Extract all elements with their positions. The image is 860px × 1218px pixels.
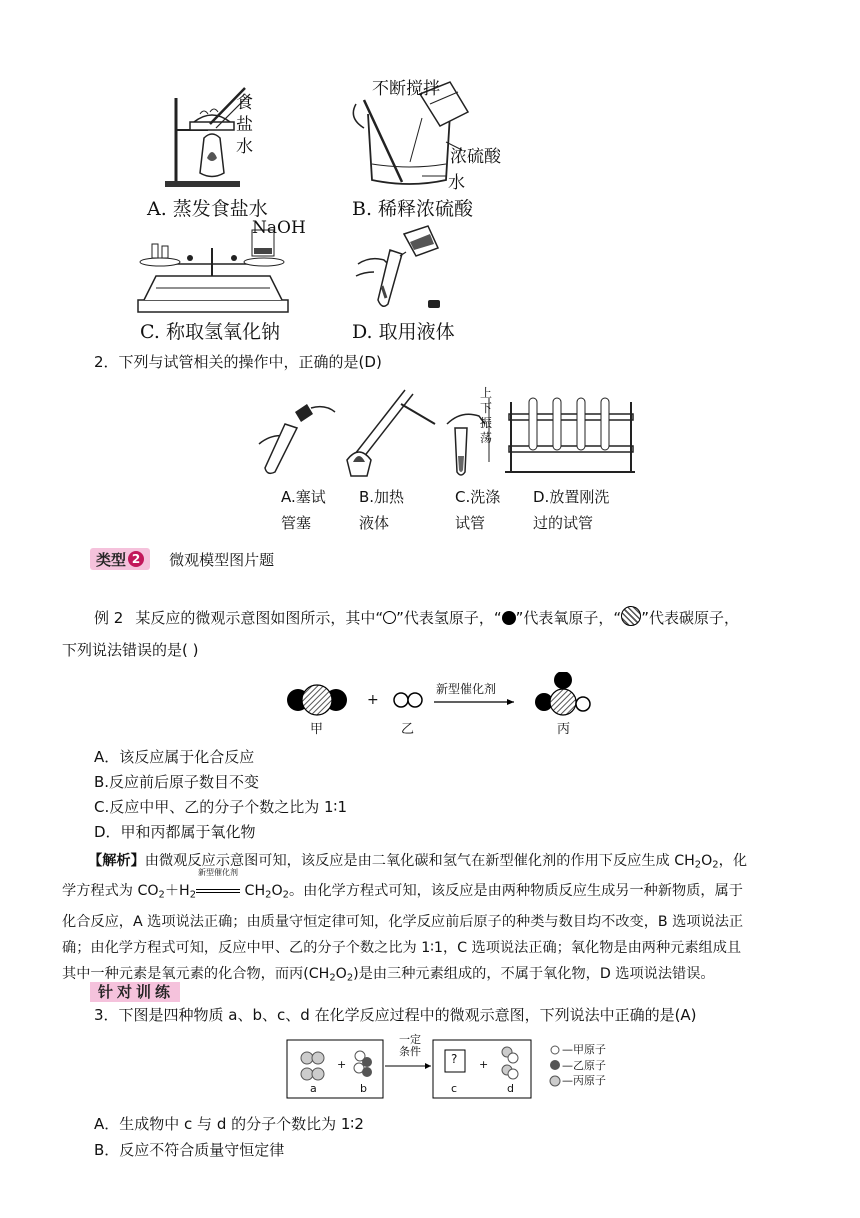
q3-stem: 3．下图是四种物质 a、b、c、d 在化学反应过程中的微观示意图，下列说法中正确的是(A) [94, 1006, 697, 1024]
analysis-block [62, 848, 802, 991]
q3-condition [395, 1034, 425, 1058]
q2-option-a-line1: A.塞试 [281, 488, 326, 506]
q3-label-a: a [310, 1082, 317, 1095]
q3-unknown: ? [451, 1052, 458, 1066]
q1-option-c-figure [130, 218, 320, 318]
example2-line1 [94, 606, 739, 628]
q2-option-c-line2: 试管 [455, 514, 486, 532]
analysis-line2-sub1: 2 [158, 889, 165, 901]
shake-label-1: 上 [480, 386, 493, 400]
q2-option-d-line2: 过的试管 [533, 514, 594, 532]
example2-text-c: ”代表氧原子，“ [515, 609, 622, 627]
q3-diagram [285, 1034, 645, 1104]
q2-option-b [359, 484, 404, 536]
label-jia: 甲 [310, 722, 324, 737]
q3-plus-2: + [479, 1058, 489, 1071]
label-bing: 丙 [557, 722, 571, 737]
analysis-line2-sub3: 2 [265, 889, 272, 901]
q3-label-c: c [451, 1082, 458, 1095]
q3-legend [562, 1042, 606, 1089]
analysis-line2-d: O [271, 883, 283, 900]
reaction-plus: + [367, 692, 379, 708]
q2-option-d-line1: D.放置刚洗 [533, 488, 610, 506]
pouring-liquid-drawing [350, 220, 490, 315]
q2-figures [255, 384, 635, 479]
salt-water-label-3: 水 [236, 137, 253, 157]
analysis-line1-end: ，化 [718, 853, 748, 869]
conc-sulfuric-acid-label: 浓硫酸 [450, 147, 501, 167]
q1-option-b-caption: B. 稀释浓硫酸 [352, 198, 474, 220]
shake-label-2: 下 [480, 401, 493, 415]
equation-condition-label: 新型催化剂 [198, 868, 239, 878]
reaction-condition: 新型催化剂 [436, 682, 497, 696]
analysis-line5-b: O [335, 965, 347, 982]
carbon-atom-icon [621, 606, 641, 626]
q3-choice-b: B．反应不符合质量守恒定律 [94, 1141, 285, 1159]
example2-line2: 下列说法错误的是( ) [62, 641, 199, 659]
q2-stem: 2．下列与试管相关的操作中，正确的是(D) [94, 353, 382, 371]
q2-option-c [455, 484, 500, 536]
analysis-line2-a: 学方程式为 CO [62, 883, 159, 900]
analysis-head: 【解析】 [88, 853, 145, 869]
training-tag-label: 针对训练 [90, 982, 180, 1002]
type-badge-label: 类型 [96, 550, 127, 569]
example2-text-d: ”代表碳原子， [641, 609, 739, 627]
example2-text-a: 某反应的微观示意图如图所示，其中“ [135, 609, 384, 627]
example2-lead: 例 2 [94, 609, 124, 627]
example2-reaction-diagram [280, 672, 620, 738]
example2-choice-d: D．甲和丙都属于氧化物 [94, 823, 256, 841]
example2-choice-a: A．该反应属于化合反应 [94, 748, 255, 766]
analysis-line1-sub1: 2 [694, 859, 702, 871]
q3-choices [94, 1111, 364, 1163]
hydrogen-atom-icon [383, 611, 396, 624]
q3-label-b: b [360, 1082, 367, 1095]
oxygen-atom-icon [502, 611, 516, 625]
example2-choices [94, 745, 347, 845]
analysis-line2-e: 。由化学方程式可知，该反应是由两种物质反应生成另一种新物质，属于 [288, 883, 743, 900]
example2-choice-c: C.反应中甲、乙的分子个数之比为 1∶1 [94, 798, 348, 816]
type-badge [90, 548, 150, 570]
example2-text-b: ”代表氢原子，“ [396, 609, 502, 627]
test-tube-operations-drawing [255, 384, 635, 479]
analysis-line2-sub2: 2 [189, 889, 197, 901]
analysis-line1: 由微观反应示意图可知，该反应是由二氧化碳和氢气在新型催化剂的作用下反应生成 CH [144, 853, 695, 869]
stir-continuously-label: 不断搅拌 [372, 79, 440, 99]
q1-option-c-caption: C. 称取氢氧化钠 [140, 321, 280, 343]
shake-label-3: 振 [480, 416, 493, 430]
label-yi: 乙 [401, 722, 415, 737]
q2-option-a [281, 484, 326, 536]
q3-condition-bottom: 条件 [399, 1045, 421, 1058]
q3-label-d: d [507, 1082, 514, 1095]
legend-atom-jia: —甲原子 [562, 1043, 606, 1056]
salt-water-label-2: 盐 [236, 115, 253, 135]
q2-option-b-line2: 液体 [359, 514, 390, 532]
legend-atom-yi: —乙原子 [562, 1058, 606, 1072]
salt-water-label-1: 食 [236, 93, 253, 113]
analysis-line2-b: ＋H [164, 883, 190, 900]
equation-condition [196, 868, 240, 893]
q3-choice-a: A．生成物中 c 与 d 的分子个数比为 1∶2 [94, 1115, 364, 1133]
analysis-line2-c: CH [240, 883, 266, 900]
shake-label-4: 荡 [480, 431, 493, 445]
analysis-line3: 化合反应，A 选项说法正确；由质量守恒定律可知，化学反应前后原子的种类与数目均不改变，B 选项说法正 [62, 913, 744, 930]
analysis-line5-a: 其中一种元素是氧元素的化合物，而丙(CH [62, 965, 330, 982]
analysis-line1-o: O [701, 853, 713, 869]
example2-choice-b: B.反应前后原子数目不变 [94, 773, 260, 791]
water-label: 水 [448, 173, 465, 193]
naoh-label: NaOH [252, 218, 306, 238]
analysis-line4: 确；由化学方程式可知，反应中甲、乙的分子个数之比为 1∶1，C 选项说法正确；氧化物是由两种元素组成且 [62, 939, 742, 956]
analysis-line5-c: )是由三种元素组成的，不属于氧化物，D 选项说法错误。 [353, 965, 715, 982]
analysis-line5-sub2: 2 [346, 972, 354, 984]
type-badge-number: 2 [128, 551, 144, 567]
q3-plus-1: + [337, 1058, 347, 1071]
q2-option-a-line2: 管塞 [281, 514, 312, 532]
q3-condition-top: 一定 [399, 1033, 421, 1046]
training-tag [90, 981, 180, 1002]
analysis-line2-sub4: 2 [282, 889, 289, 901]
q1-option-d-caption: D. 取用液体 [352, 321, 455, 343]
analysis-line5-sub1: 2 [329, 972, 336, 984]
type-heading [90, 548, 274, 570]
type-title: 微观模型图片题 [169, 550, 275, 569]
q2-option-c-line1: C.洗涤 [455, 488, 501, 506]
q1-option-b-figure [350, 72, 500, 197]
legend-atom-bing: —丙原子 [562, 1074, 606, 1087]
q2-option-d [533, 484, 609, 536]
analysis-line1-sub2: 2 [712, 859, 719, 871]
q1-option-d-figure [350, 220, 490, 315]
q2-option-b-line1: B.加热 [359, 488, 405, 506]
q1-option-a-caption: A. 蒸发食盐水 [147, 198, 268, 220]
